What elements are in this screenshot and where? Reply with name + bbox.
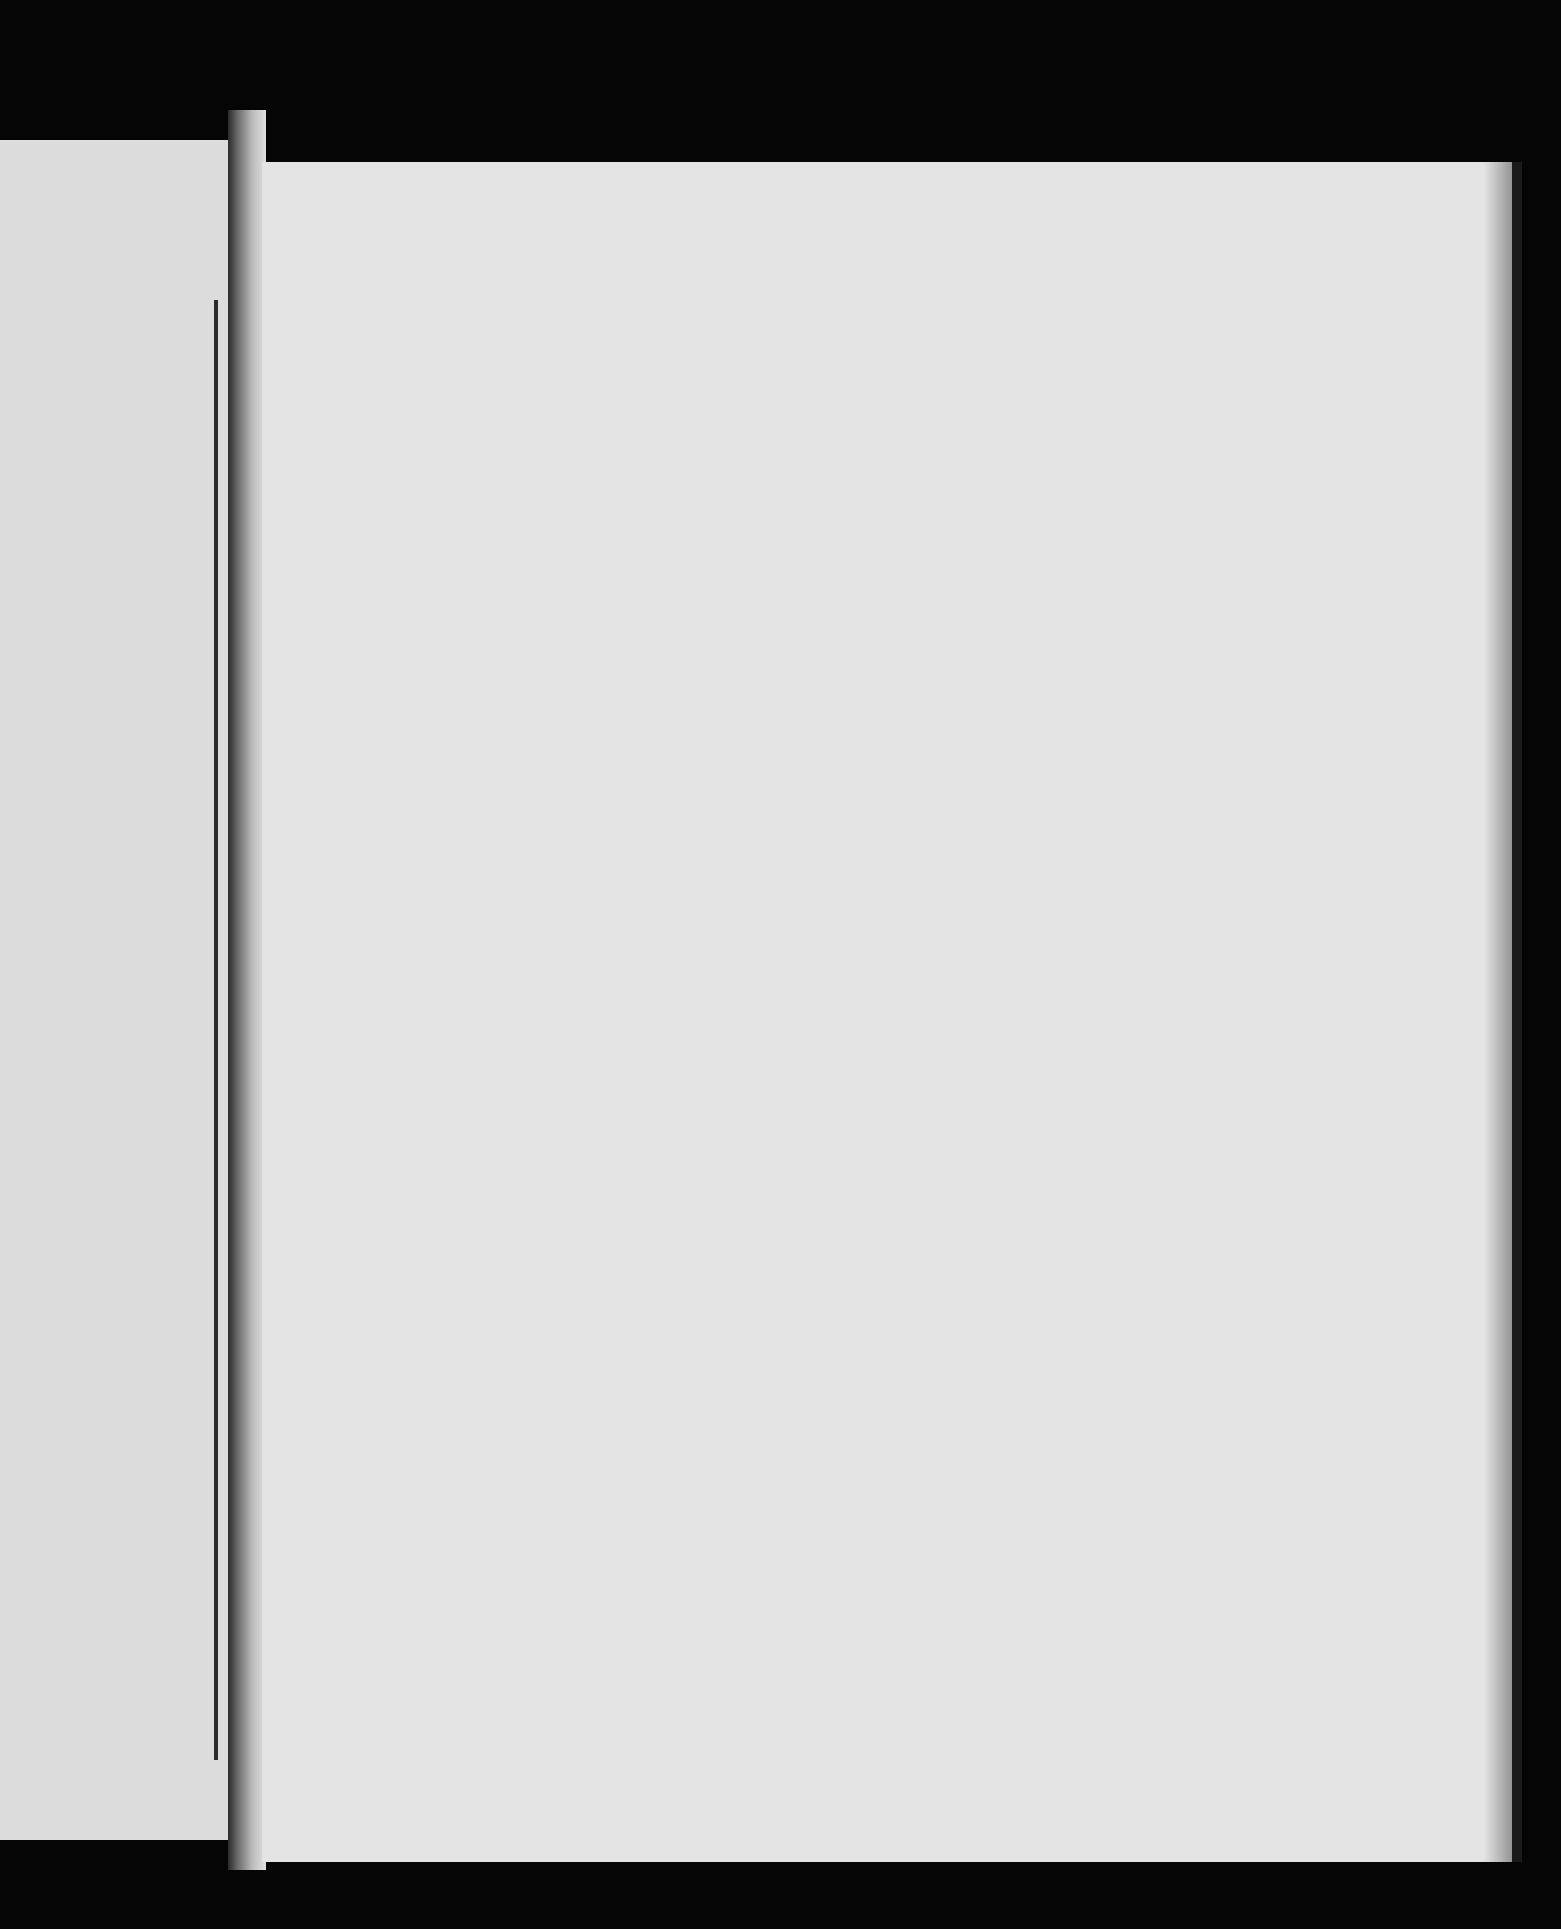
page-edge-shadow bbox=[1484, 162, 1512, 1862]
right-page bbox=[262, 162, 1522, 1862]
left-page bbox=[0, 140, 228, 1840]
gutter-shadow-line bbox=[214, 300, 218, 1760]
book-gutter bbox=[228, 110, 266, 1870]
